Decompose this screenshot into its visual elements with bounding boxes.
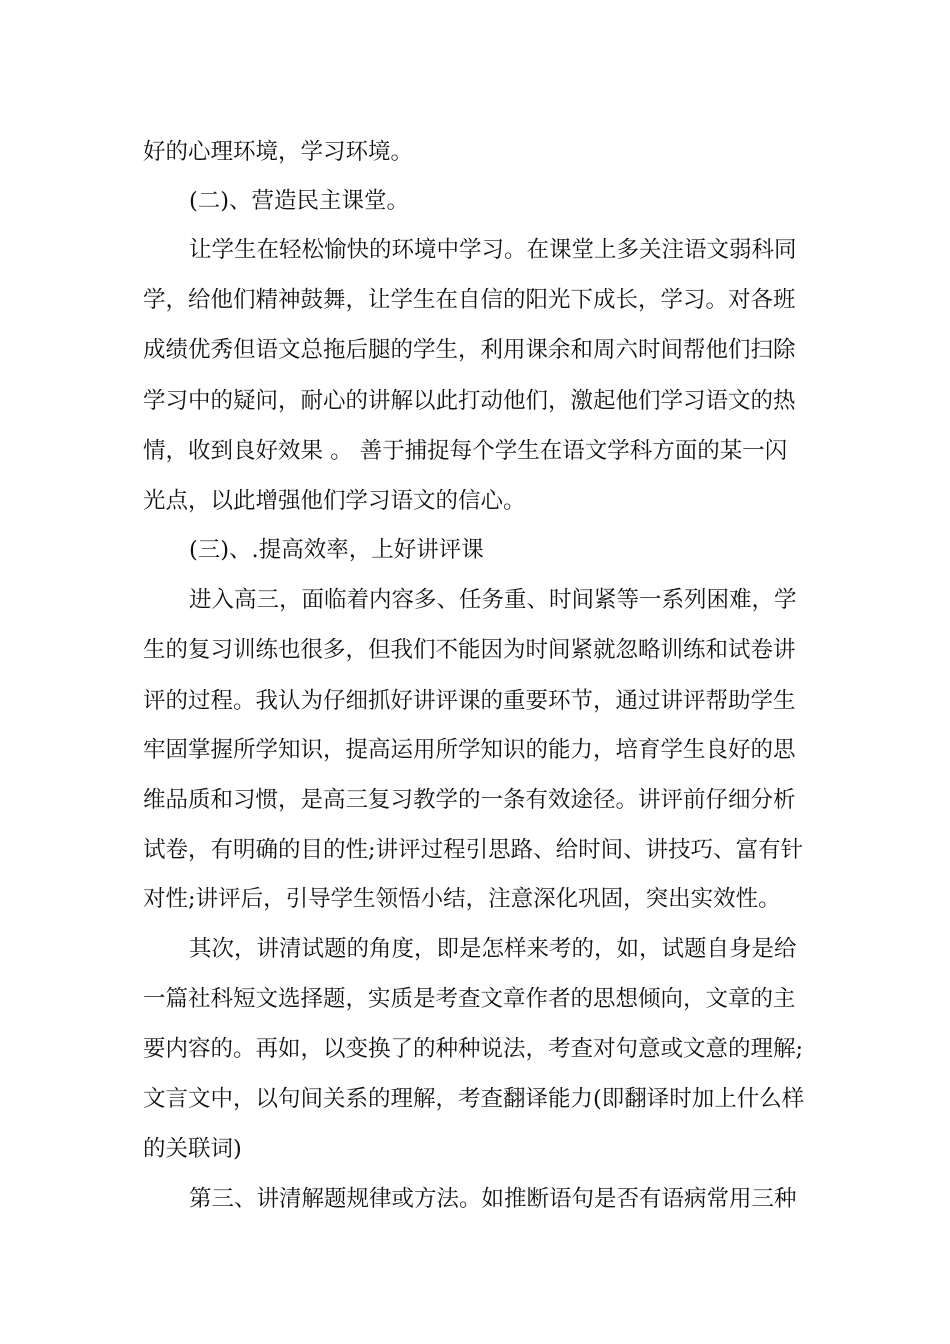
text-line: 文言文中，以句间关系的理解，考查翻译能力(即翻译时加上什么样 [143,1086,805,1112]
text-line: 对性;讲评后，引导学生领悟小结，注意深化巩固，突出实效性。 [143,886,781,912]
text-line: 学，给他们精神鼓舞，让学生在自信的阳光下成长，学习。对各班 [143,287,796,313]
text-line: 的关联词) [143,1136,242,1162]
text-line: 好的心理环境，学习环境。 [143,139,414,165]
section-heading: (二)、营造民主课堂。 [189,188,410,214]
text-line: 维品质和习惯，是高三复习教学的一条有效途径。讲评前仔细分析 [143,787,796,813]
text-line: 牢固掌握所学知识，提高运用所学知识的能力，培育学生良好的思 [143,737,796,763]
text-line: 第三、讲清解题规律或方法。如推断语句是否有语病常用三种 [189,1186,797,1212]
text-line: 评的过程。我认为仔细抓好讲评课的重要环节，通过讲评帮助学生 [143,688,796,714]
text-line: 进入高三，面临着内容多、任务重、时间紧等一系列困难，学 [189,587,797,613]
text-line: 光点，以此增强他们学习语文的信心。 [143,488,526,514]
text-line: 其次，讲清试题的角度，即是怎样来考的，如，试题自身是给 [189,936,797,962]
text-line: 情，收到良好效果 。 善于捕捉每个学生在语文学科方面的某一闪 [143,438,788,464]
text-line: 让学生在轻松愉快的环境中学习。在课堂上多关注语文弱科同 [189,237,797,263]
text-line: 学习中的疑问，耐心的讲解以此打动他们，激起他们学习语文的热 [143,388,796,414]
section-heading: (三)、.提高效率，上好讲评课 [189,537,484,563]
text-line: 要内容的。再如，以变换了的种种说法，考查对句意或文意的理解; [143,1036,804,1062]
text-line: 生的复习训练也很多，但我们不能因为时间紧就忽略训练和试卷讲 [143,637,796,663]
text-line: 一篇社科短文选择题，实质是考查文章作者的思想倾向，文章的主 [143,986,796,1012]
text-line: 成绩优秀但语文总拖后腿的学生，利用课余和周六时间帮他们扫除 [143,337,796,363]
text-line: 试卷，有明确的目的性;讲评过程引思路、给时间、讲技巧、富有针 [143,837,804,863]
